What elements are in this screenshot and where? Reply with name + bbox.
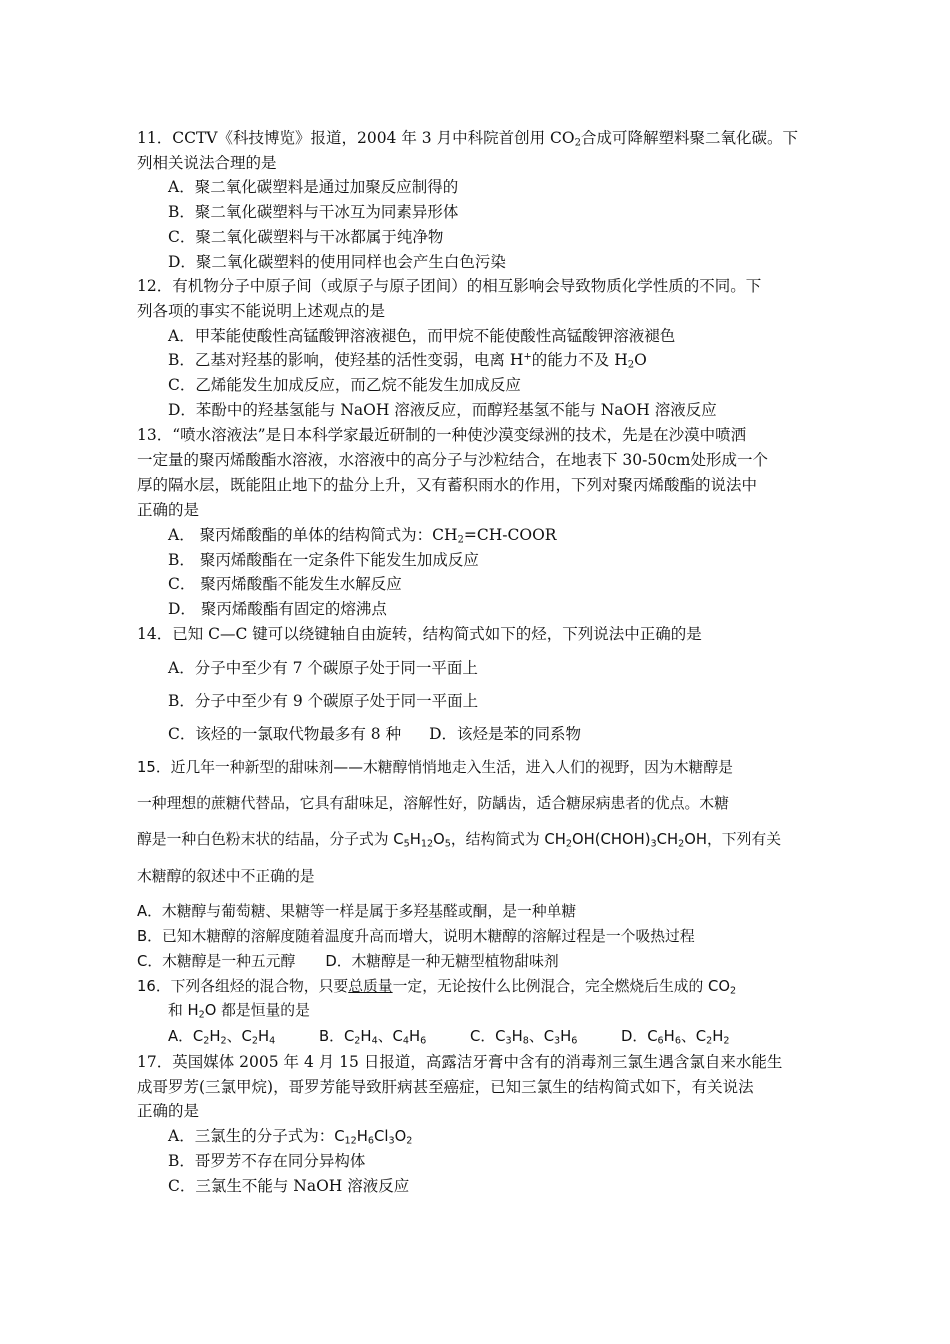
q16-sub: 6 — [420, 1035, 427, 1047]
q11-option-c: C．聚二氧化碳塑料与干冰都属于纯净物 — [168, 228, 444, 246]
q16-sub: 2 — [251, 1035, 258, 1047]
q16-element: H — [712, 1028, 724, 1045]
q11-stem-text-end: 合成可降解塑料聚二氧化碳。下 — [580, 129, 798, 147]
q13-option-a-text: A． 聚丙烯酸酯的单体的结构简式为：CH — [168, 526, 458, 544]
q16-line2-sub: 2 — [198, 1009, 205, 1021]
q16-line2-end: O 都是恒量的是 — [204, 1002, 310, 1019]
q16-element: H — [257, 1028, 270, 1045]
q16-option-label: C． — [470, 1028, 496, 1045]
q12-option-c: C．乙烯能发生加成反应，而乙烷不能发生加成反应 — [168, 376, 521, 394]
q16-element: H — [360, 1028, 372, 1045]
q16-option-label: B． — [319, 1028, 344, 1045]
q16-text: 16．下列各组烃的混合物，只要 — [137, 978, 349, 995]
q17-option-a — [168, 1129, 412, 1145]
q17-formula — [334, 1128, 412, 1145]
q16-sub: 4 — [371, 1035, 378, 1047]
q13-subscript: 2 — [457, 534, 464, 546]
q17-option-a-text: A．三氯生的分子式为： — [168, 1127, 335, 1145]
q13-option-b: B． 聚丙烯酸酯在一定条件下能发生加成反应 — [168, 551, 479, 569]
q11-stem-line2: 列相关说法合理的是 — [137, 154, 277, 172]
q15-line3-text: 醇是一种白色粉末状的结晶，分子式为 C — [137, 831, 404, 848]
q16-element: H — [663, 1028, 675, 1045]
q16-element: C — [543, 1028, 555, 1045]
q17-stem-line3: 正确的是 — [137, 1102, 200, 1120]
q17-stem-line2: 成哥罗芳(三氯甲烷)，哥罗芳能导致肝病甚至癌症，已知三氯生的结构简式如下，有关说法 — [137, 1078, 754, 1096]
q16-option-c — [470, 1030, 577, 1045]
q16-element: C — [392, 1028, 403, 1045]
q15-stem-line3 — [137, 833, 781, 848]
q12-superscript: + — [523, 351, 532, 363]
q16-stem-line2 — [168, 1004, 310, 1019]
q16-option-label: D． — [621, 1028, 648, 1045]
q16-subscript: 2 — [730, 985, 737, 997]
q16-element: C — [695, 1028, 707, 1045]
q14-option-a: A．分子中至少有 7 个碳原子处于同一平面上 — [168, 659, 478, 677]
q13-stem-line2: 一定量的聚丙烯酸酯水溶液，水溶液中的高分子与沙粒结合，在地表下 30-50cm处形成一个 — [137, 451, 768, 469]
q16-sub: 2 — [723, 1035, 730, 1047]
q12-option-b-end: O — [634, 351, 647, 369]
q16-element: C — [343, 1028, 355, 1045]
q12-option-a: A．甲苯能使酸性高锰酸钾溶液褪色，而甲烷不能使酸性高锰酸钾溶液褪色 — [168, 327, 676, 345]
q13-option-c: C． 聚丙烯酸酯不能发生水解反应 — [168, 575, 402, 593]
q16-underlined-term: 总质量 — [348, 978, 393, 995]
q16-separator: 、 — [680, 1028, 696, 1045]
q15-line3-end: OH，下列有关 — [684, 831, 781, 848]
q14-option-d: D．该烃是苯的同系物 — [429, 725, 582, 743]
q15-option-a: A．木糖醇与葡萄糖、果糖等一样是属于多羟基醛或酮，是一种单糖 — [137, 903, 577, 920]
q17-stem-line1: 17．英国媒体 2005 年 4 月 15 日报道，高露洁牙膏中含有的消毒剂三氯生遇含氯自来水能生 — [137, 1053, 783, 1071]
q16-element: H — [209, 1028, 221, 1045]
q17-element: Cl — [374, 1128, 389, 1145]
q11-option-d: D．聚二氧化碳塑料的使用同样也会产生白色污染 — [168, 253, 506, 271]
q17-sub: 12 — [344, 1135, 357, 1147]
q16-element: C — [241, 1028, 252, 1045]
q15-sub-4: 2 — [565, 838, 572, 850]
q15-sub-6: 2 — [678, 838, 685, 850]
q16-element: H — [560, 1028, 572, 1045]
q15-mid3: CH — [656, 831, 679, 848]
q17-option-b: B．哥罗芳不存在同分异构体 — [168, 1152, 366, 1170]
q12-subscript: 2 — [627, 359, 635, 371]
q16-option-a — [168, 1030, 275, 1045]
q16-sub: 4 — [269, 1035, 276, 1047]
q17-element: C — [334, 1128, 345, 1145]
q16-sub: 6 — [571, 1035, 578, 1047]
q16-separator: 、 — [528, 1028, 544, 1045]
q17-element: H — [356, 1128, 368, 1145]
q12-option-b — [168, 353, 647, 369]
q16-sub: 6 — [657, 1035, 664, 1047]
q13-stem-line4: 正确的是 — [137, 501, 200, 519]
q15-mid: ，结构简式为 CH — [450, 831, 566, 848]
q16-option-d — [621, 1030, 729, 1045]
q12-option-b-text: B．乙基对羟基的影响，使羟基的活性变弱，电离 H — [168, 351, 524, 369]
q15-stem-line4: 木糖醇的叙述中不正确的是 — [137, 868, 315, 885]
q16-sub: 2 — [220, 1035, 227, 1047]
q17-sub: 3 — [388, 1135, 395, 1147]
q15-option-d: D．木糖醇是一种无糖型植物甜味剂 — [325, 953, 559, 970]
q17-option-c: C．三氯生不能与 NaOH 溶液反应 — [168, 1177, 410, 1195]
q16-separator: 、 — [226, 1028, 242, 1045]
q16-sub: 2 — [354, 1035, 361, 1047]
q12-stem-line2: 列各项的事实不能说明上述观点的是 — [137, 302, 386, 320]
q11-option-a: A．聚二氧化碳塑料是通过加聚反应制得的 — [168, 178, 459, 196]
q11-stem-text: 11．CCTV《科技博览》报道，2004 年 3 月中科院首创用 CO — [137, 129, 575, 147]
q12-option-b-mid: 的能力不及 H — [531, 351, 628, 369]
q14-option-b: B．分子中至少有 9 个碳原子处于同一平面上 — [168, 692, 479, 710]
q16-element: H — [511, 1028, 523, 1045]
q15-stem-line1: 15．近几年一种新型的甜味剂——木糖醇悄悄地走入生活，进入人们的视野，因为木糖醇是 — [137, 759, 733, 776]
q16-sub: 3 — [554, 1035, 561, 1047]
q15-mid2: OH(CHOH) — [571, 831, 651, 848]
q11-option-b: B．聚二氧化碳塑料与干冰互为同素异形体 — [168, 203, 459, 221]
q15-option-b: B．已知木糖醇的溶解度随着温度升高而增大，说明木糖醇的溶解过程是一个吸热过程 — [137, 928, 695, 945]
q15-sub-1: 5 — [403, 838, 410, 850]
q14-stem: 14．已知 C—C 键可以绕键轴自由旋转，结构简式如下的烃，下列说法中正确的是 — [137, 625, 702, 643]
q16-sub: 3 — [505, 1035, 512, 1047]
q13-option-a-end: =CH-COOR — [463, 526, 557, 544]
q16-line2-text: 和 H — [168, 1002, 199, 1019]
q16-element: C — [192, 1028, 204, 1045]
q16-stem-line1 — [137, 980, 736, 995]
q16-sub: 4 — [402, 1035, 409, 1047]
q12-stem-line1: 12．有机物分子中原子间（或原子与原子团间）的相互影响会导致物质化学性质的不同。下 — [137, 277, 762, 295]
q16-sub: 8 — [522, 1035, 529, 1047]
q15-sub-3: 5 — [444, 838, 451, 850]
q16-sub: 2 — [203, 1035, 210, 1047]
q17-sub: 6 — [367, 1135, 375, 1147]
q15-stem-line2: 一种理想的蔗糖代替品，它具有甜味足，溶解性好，防龋齿，适合糖尿病患者的优点。木糖 — [137, 795, 729, 812]
q15-option-c: C．木糖醇是一种五元醇 — [137, 953, 296, 970]
q16-option-label: A． — [168, 1028, 193, 1045]
q16-sub: 2 — [706, 1035, 713, 1047]
q17-element: O — [394, 1128, 407, 1145]
q15-h: H — [409, 831, 421, 848]
q16-element: C — [647, 1028, 658, 1045]
q14-option-c: C．该烃的一氯取代物最多有 8 种 — [168, 725, 402, 743]
q11-subscript: 2 — [574, 137, 581, 149]
q15-option-c-d-row — [137, 955, 559, 970]
q12-option-d: D．苯酚中的羟基氢能与 NaOH 溶液反应，而醇羟基氢不能与 NaOH 溶液反应 — [168, 401, 717, 419]
q16-element: H — [408, 1028, 421, 1045]
q11-stem-line1 — [137, 131, 798, 147]
q13-stem-line1: 13．“喷水溶液法”是日本科学家最近研制的一种使沙漠变绿洲的技术，先是在沙漠中喷洒 — [137, 426, 747, 444]
q13-stem-line3: 厚的隔水层，既能阻止地下的盐分上升，又有蓄积雨水的作用，下列对聚丙烯酸酯的说法中 — [137, 476, 758, 494]
q16-sub: 6 — [674, 1035, 681, 1047]
q17-sub: 2 — [406, 1135, 413, 1147]
q14-option-c-d-row — [168, 727, 581, 743]
q13-option-d: D． 聚丙烯酸酯有固定的熔沸点 — [168, 600, 387, 618]
q16-text-end: 一定，无论按什么比例混合，完全燃烧后生成的 CO — [392, 978, 731, 995]
q16-separator: 、 — [377, 1028, 393, 1045]
q13-option-a — [168, 528, 556, 544]
q15-sub-2: 12 — [420, 838, 434, 850]
q15-o: O — [433, 831, 445, 848]
q16-option-b — [319, 1030, 426, 1045]
q15-sub-5: 3 — [650, 838, 657, 850]
q16-element: C — [495, 1028, 506, 1045]
